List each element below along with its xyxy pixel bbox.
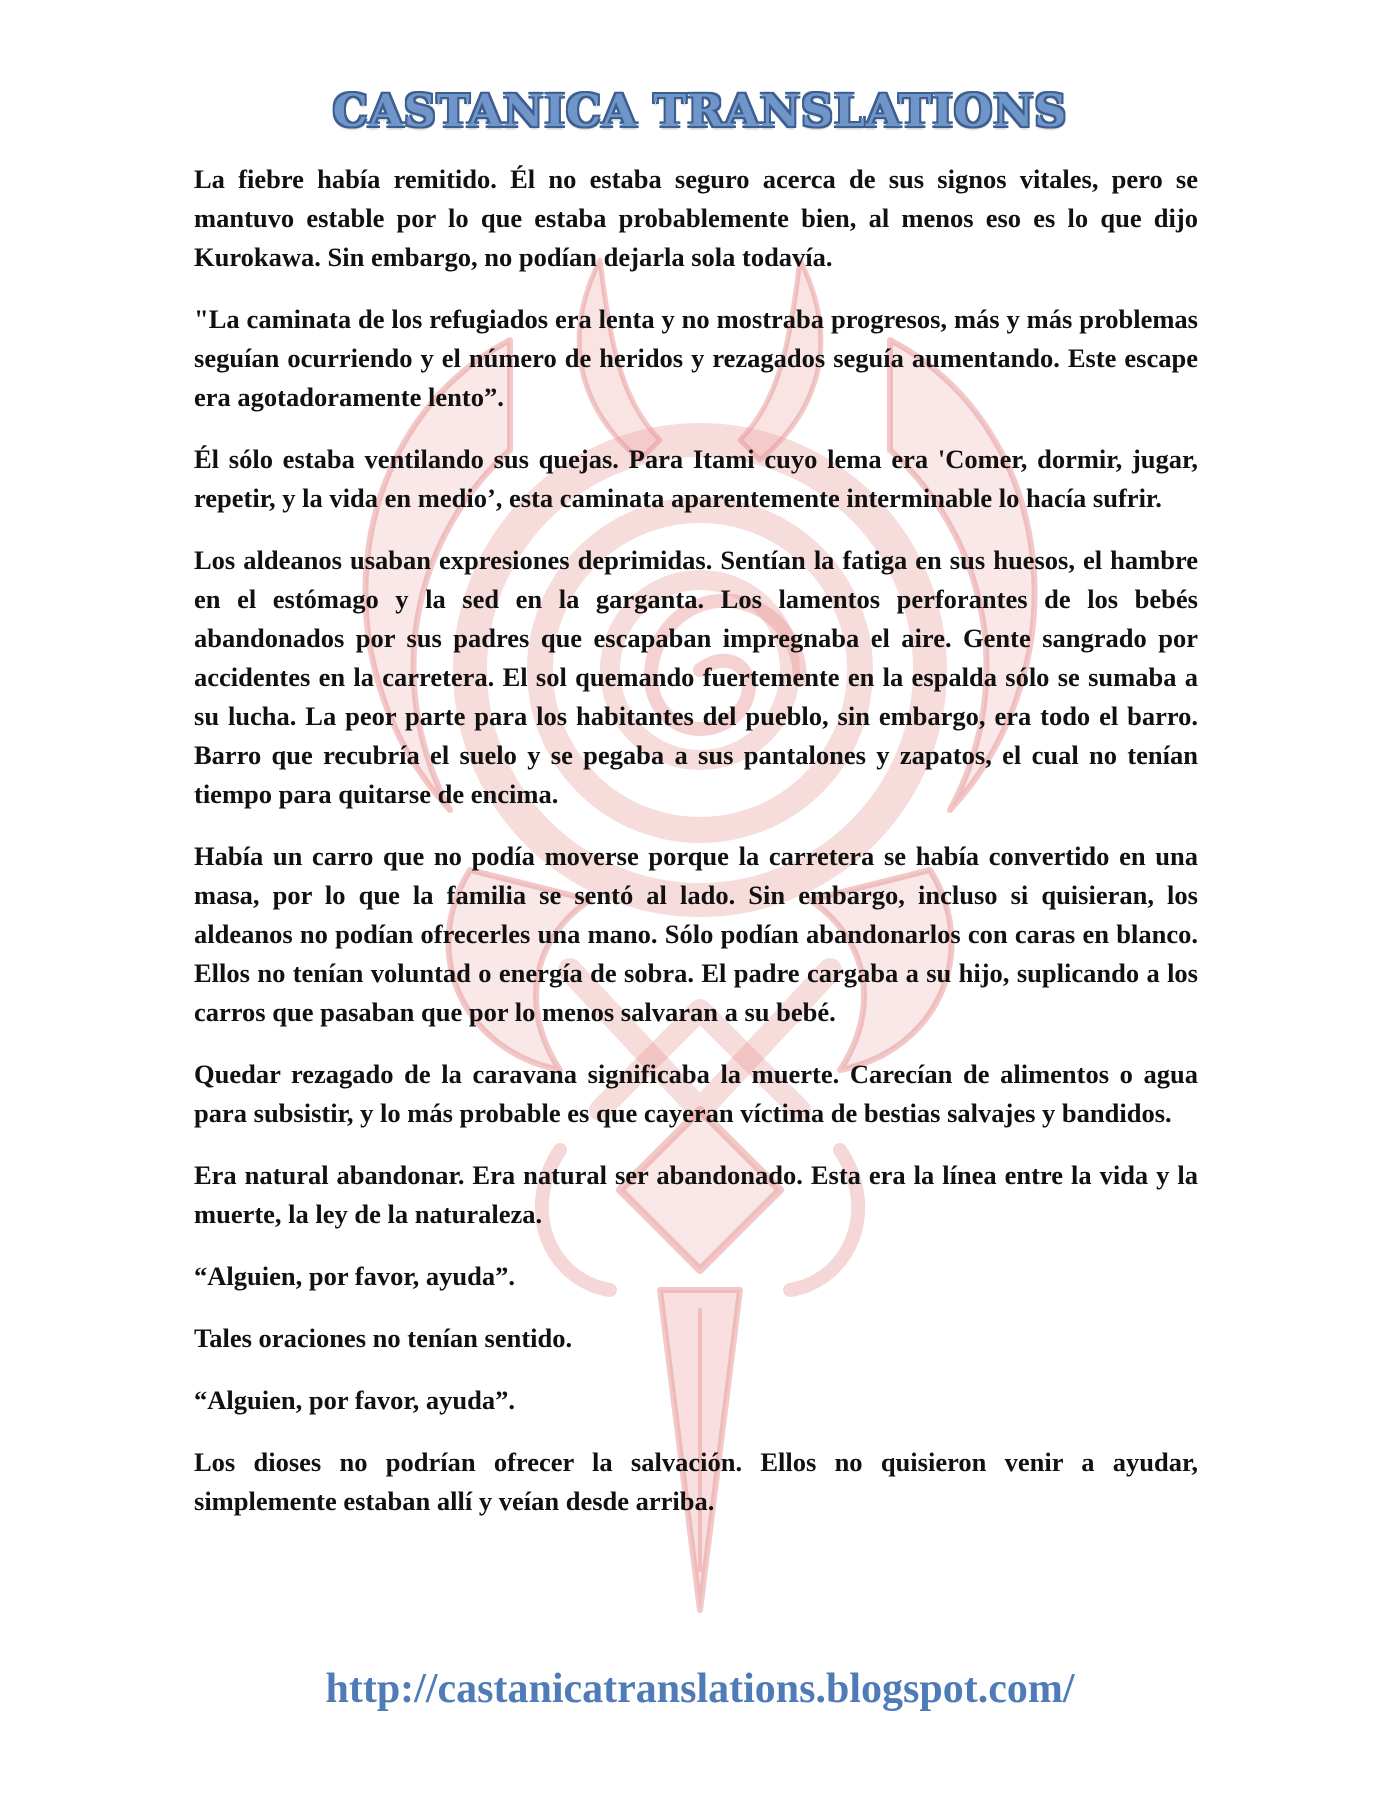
paragraph: “Alguien, por favor, ayuda”. (194, 1261, 516, 1291)
blog-url-link[interactable]: http://castanicatranslations.blogspot.com/ (325, 1666, 1075, 1712)
paragraph: La fiebre había remitido. Él no estaba seguro acerca de sus signos vitales, pero se mantuvo estable por lo que estaba probablemente bien, al menos eso es lo que dijo Kurokawa. Sin embargo, no podían dejarla sola todavía. (194, 164, 1198, 272)
paragraph: Había un carro que no podía moverse porque la carretera se había convertido en una masa, por lo que la familia se sentó al lado. Sin embargo, incluso si quisieran, los aldeanos no podían ofrecerles una mano. Sólo podían abandonarlos con caras en blanco. Ellos no tenían voluntad o energía de sobra. El padre cargaba a su hijo, suplicando a los carros que pasaban que por lo menos salvaran a su bebé. (194, 841, 1198, 1027)
paragraph: Era natural abandonar. Era natural ser abandonado. Esta era la línea entre la vida y la muerte, la ley de la naturaleza. (194, 1160, 1198, 1229)
article-body (194, 160, 1198, 1544)
page-header-title: CASTANICA TRANSLATIONS (332, 86, 1068, 137)
paragraph: Él sólo estaba ventilando sus quejas. Para Itami cuyo lema era 'Comer, dormir, jugar, repetir, y la vida en medio’, esta caminata aparentemente interminable lo hacía sufrir. (194, 444, 1198, 513)
paragraph: Tales oraciones no tenían sentido. (194, 1323, 573, 1353)
paragraph: “Alguien, por favor, ayuda”. (194, 1385, 516, 1415)
paragraph: Los aldeanos usaban expresiones deprimidas. Sentían la fatiga en sus huesos, el hambre en el estómago y la sed en la garganta. Los lamentos perforantes de los bebés abandonados por sus padres que escapaban impregnaba el aire. Gente sangrado por accidentes en la carretera. El sol quemando fuertemente en la espalda sólo se sumaba a su lucha. La peor parte para los habitantes del pueblo, sin embargo, era todo el barro. Barro que recubría el suelo y se pegaba a sus pantalones y zapatos, el cual no tenían tiempo para quitarse de encima. (194, 545, 1198, 809)
paragraph: "La caminata de los refugiados era lenta y no mostraba progresos, más y más problemas seguían ocurriendo y el número de heridos y rezagados seguía aumentando. Este escape era agotadoramente lento”. (194, 304, 1198, 412)
paragraph: Los dioses no podrían ofrecer la salvación. Ellos no quisieron venir a ayudar, simplemente estaban allí y veían desde arriba. (194, 1447, 1198, 1516)
paragraph: Quedar rezagado de la caravana significaba la muerte. Carecían de alimentos o agua para subsistir, y lo más probable es que cayeran víctima de bestias salvajes y bandidos. (194, 1059, 1198, 1128)
